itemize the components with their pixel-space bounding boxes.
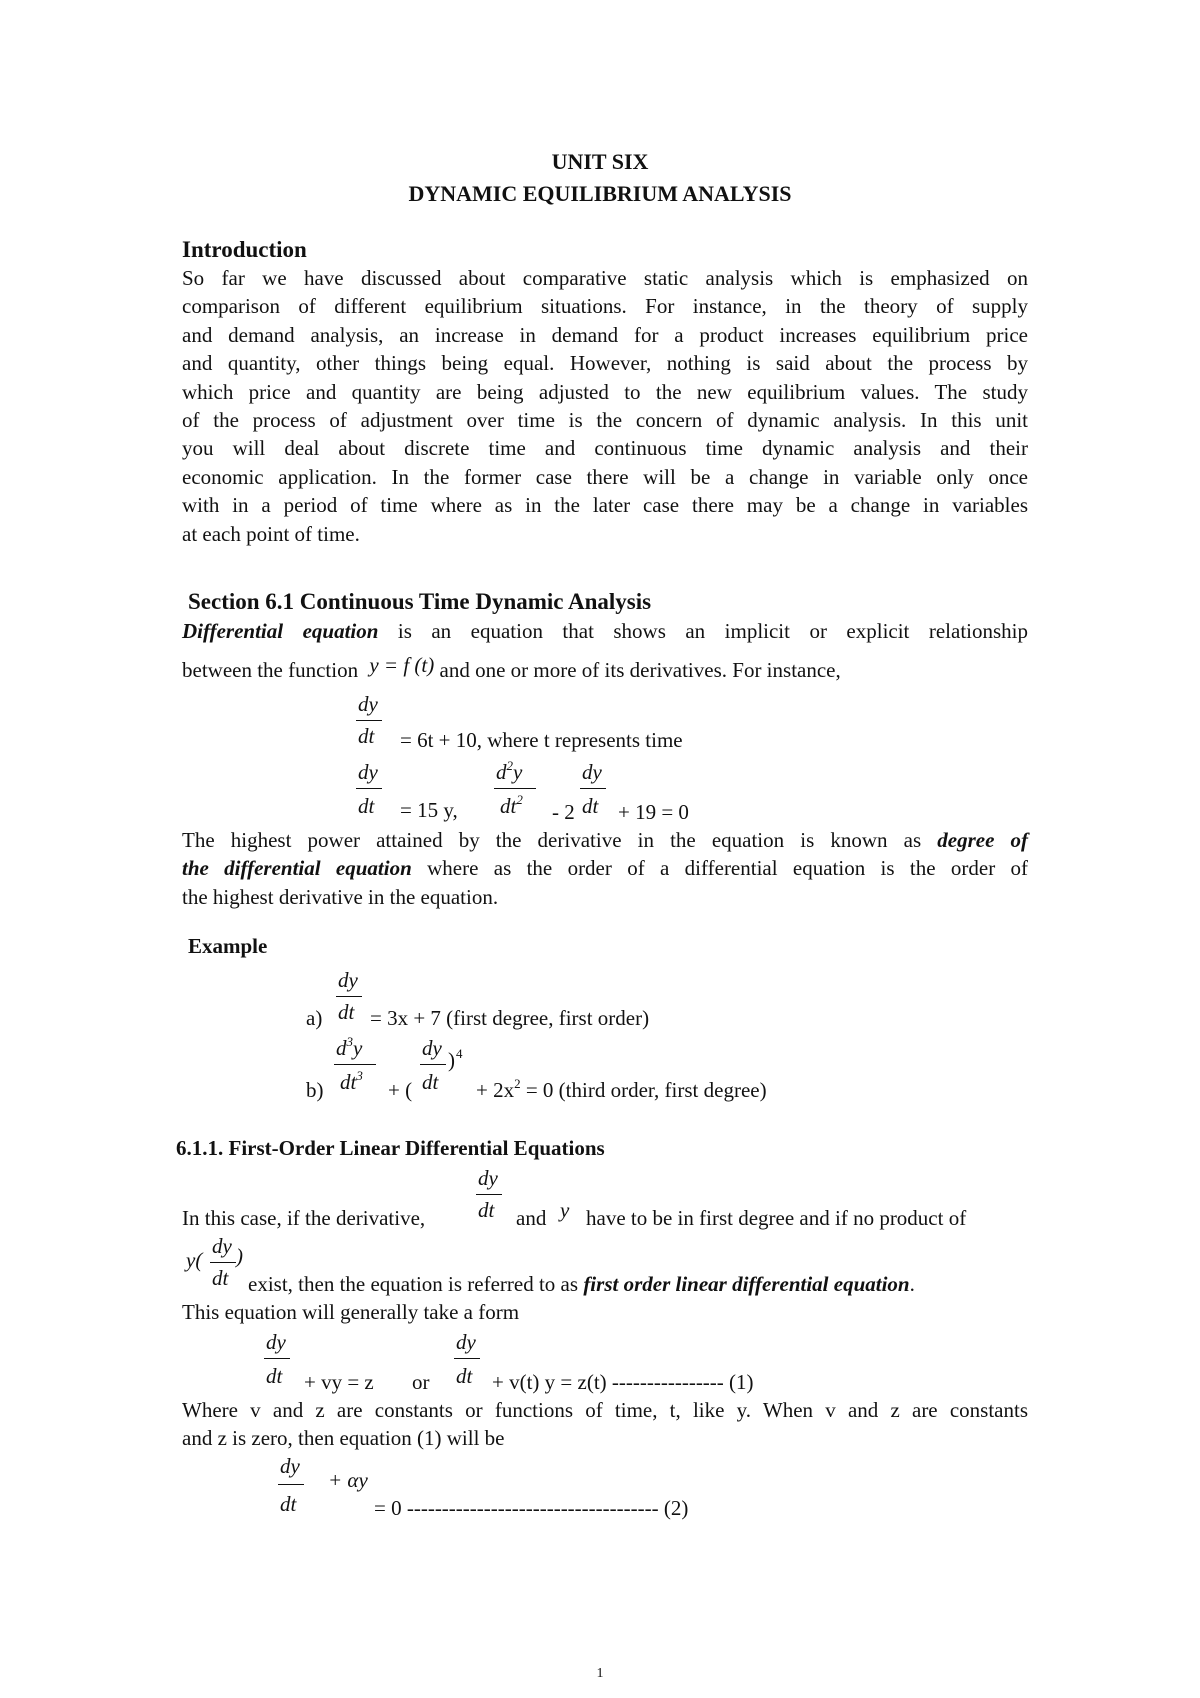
degree-term: the differential equation [182, 856, 412, 881]
example-b-plus: + ( [388, 1078, 413, 1102]
fraction-numerator: dy [582, 760, 602, 784]
equation-rhs: = 6t + 10, where t represents time [400, 728, 683, 752]
fraction-numerator: dy [358, 692, 378, 716]
intro-line: you will deal about discrete time and continuous time dynamic analysis and their [182, 436, 1028, 461]
fraction-bar [454, 1358, 480, 1359]
fraction-numerator: dy [478, 1166, 498, 1190]
fraction-denominator: dt [422, 1070, 439, 1094]
intro-heading: Introduction [182, 237, 307, 262]
equation-rhs: + 19 = 0 [618, 800, 689, 824]
intro-line: of the process of adjustment over time is the concern of dynamic analysis. In this unit [182, 408, 1028, 433]
example-b-exponent: 4 [456, 1046, 463, 1061]
page-number: 1 [596, 1666, 604, 1681]
fraction-denominator: dt [212, 1266, 229, 1290]
second-derivative-denominator: $dt^2$ [500, 792, 523, 818]
subsection-line-1: In this case, if the derivative, [182, 1206, 426, 1230]
fraction-denominator: dt [456, 1364, 473, 1388]
fraction-denominator: dt [478, 1198, 495, 1222]
equation-2-rhs: = 0 ------------------------------------ (2) [374, 1496, 689, 1520]
equation-coefficient: - 2 [552, 800, 575, 824]
intro-line: economic application. In the former case there will be a change in variable only once [182, 464, 1028, 489]
section-heading: Section 6.1 Continuous Time Dynamic Analysis [188, 589, 652, 614]
fraction-bar [278, 1484, 304, 1485]
equation-rhs: = 15 y, [400, 798, 458, 822]
linear-de-term: first order linear differential equation [583, 1272, 910, 1296]
intro-line: at each point of time. [182, 521, 360, 546]
intro-line: with in a period of time where as in the later case there may be a change in variables [182, 493, 1028, 518]
subsection-text: and z is zero, then equation (1) will be [182, 1426, 505, 1451]
product-prefix: y( [186, 1248, 203, 1272]
general-form-or: or [412, 1370, 430, 1394]
degree-text: where as the order of a differential equation is the order of [411, 856, 1029, 881]
fraction-numerator: dy [212, 1234, 232, 1258]
fraction-bar [494, 788, 536, 789]
subsection-line-3: This equation will generally take a form [182, 1300, 520, 1324]
definition-text: is an equation that shows an implicit or explicit relationship [378, 619, 1028, 643]
degree-text: The highest power attained by the derivative in the equation is known as [182, 828, 938, 852]
example-a-rhs: = 3x + 7 (first degree, first order) [370, 1006, 650, 1030]
subsection-paragraph [182, 1396, 1028, 1453]
fraction-bar [356, 788, 382, 789]
definition-term: Differential equation [182, 619, 379, 643]
definition-text: between the function [182, 658, 359, 682]
fraction-numerator: dy [280, 1454, 300, 1478]
fraction-numerator: dy [456, 1330, 476, 1354]
equation-2-plus: + αy [328, 1468, 368, 1492]
unit-title: UNIT SIX [551, 149, 649, 174]
third-derivative-numerator: $d^3y$ [336, 1034, 363, 1060]
degree-paragraph [182, 826, 1028, 911]
example-b-label: b) [306, 1078, 324, 1102]
subsection-text: Where v and z are constants or functions of time, t, like y. When v and z are constants [182, 1398, 1028, 1422]
example-heading: Example [188, 934, 268, 958]
function-notation: y = f (t) [369, 653, 435, 677]
third-derivative-denominator: $dt^3$ [340, 1068, 363, 1094]
fraction-numerator: dy [338, 968, 358, 992]
variable-y: y [560, 1198, 570, 1222]
fraction-bar [336, 996, 362, 997]
fraction-denominator: dt [266, 1364, 283, 1388]
definition-line-1 [182, 617, 1028, 645]
subsection-heading: 6.1.1. First-Order Linear Differential Equations [176, 1136, 605, 1160]
example-b-close: ) [448, 1048, 455, 1072]
example-b-rest: + $2x^2 = 0$ (third order, first degree) [476, 1076, 767, 1102]
intro-line: which price and quantity are being adjusted to the new equilibrium values. The study [182, 379, 1028, 404]
intro-paragraph [182, 264, 1028, 548]
fraction-numerator: dy [422, 1036, 442, 1060]
example-a-label: a) [306, 1006, 323, 1030]
degree-text: the highest derivative in the equation. [182, 884, 499, 909]
fraction-bar [580, 788, 606, 789]
fraction-numerator: dy [358, 760, 378, 784]
fraction-denominator: dt [358, 794, 375, 818]
unit-subtitle: DYNAMIC EQUILIBRIUM ANALYSIS [408, 181, 792, 206]
product-close: ) [236, 1244, 243, 1268]
fraction-bar [476, 1194, 502, 1195]
subsection-and: and [516, 1206, 547, 1230]
fraction-bar [264, 1358, 290, 1359]
fraction-bar [334, 1064, 376, 1065]
intro-line: and demand analysis, an increase in demand for a product increases equilibrium price [182, 322, 1028, 347]
definition-line-2 [182, 653, 841, 684]
intro-line: So far we have discussed about comparative static analysis which is emphasized on [182, 266, 1028, 290]
general-form-b: + v(t) y = z(t) ---------------- (1) [492, 1370, 754, 1394]
intro-line: and quantity, other things being equal. However, nothing is said about the process by [182, 351, 1028, 376]
fraction-denominator: dt [280, 1492, 297, 1516]
general-form-a: + vy = z [304, 1370, 374, 1394]
intro-line: comparison of different equilibrium situations. For instance, in the theory of supply [182, 294, 1028, 319]
subsection-line-2: exist, then the equation is referred to as first order linear differential equation. [248, 1272, 915, 1296]
fraction-denominator: dt [582, 794, 599, 818]
fraction-bar [356, 720, 382, 721]
degree-term: degree of [937, 828, 1028, 852]
second-derivative-numerator: $d^2y$ [496, 758, 523, 784]
fraction-bar [420, 1064, 446, 1065]
fraction-denominator: dt [358, 724, 375, 748]
subsection-line-1-post: have to be in first degree and if no product of [586, 1206, 967, 1230]
fraction-denominator: dt [338, 1000, 355, 1024]
definition-text: and one or more of its derivatives. For instance, [439, 658, 841, 682]
fraction-bar [210, 1262, 236, 1263]
fraction-numerator: dy [266, 1330, 286, 1354]
